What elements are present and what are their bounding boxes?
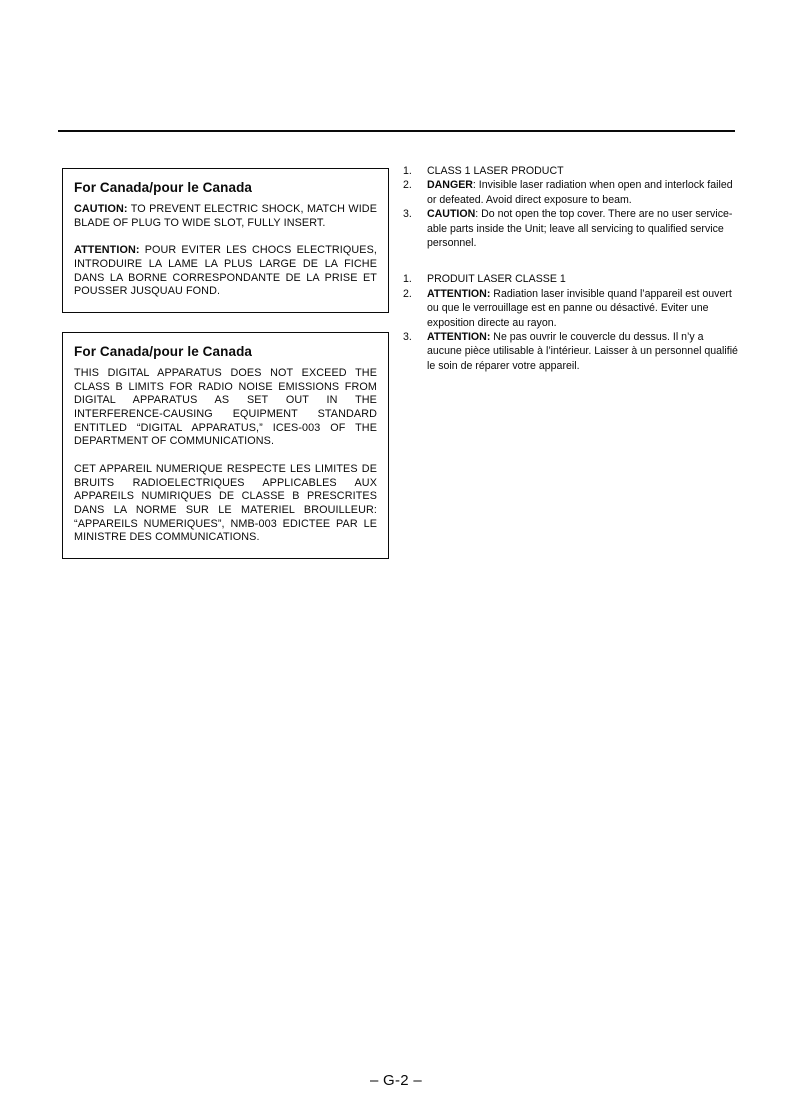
list-item-number: 3. <box>403 331 412 344</box>
list-item <box>403 330 740 373</box>
notice-box-title: For Canada/pour le Canada <box>74 343 253 359</box>
list-item <box>403 178 740 207</box>
list-item-number: 2. <box>403 179 412 192</box>
laser-notice-list-english <box>403 164 740 250</box>
list-item-text: CAUTION: Do not open the top cover. There are no user service-able parts inside the Unit; leave all servicing to qualified service personnel. <box>427 208 733 250</box>
notice-box-title: For Canada/pour le Canada <box>74 180 253 195</box>
digital-apparatus-english-paragraph: THIS DIGITAL APPARATUS DOES NOT EXCEED THE CLASS B LIMITS FOR RADIO NOISE EMISSIONS FROM DIGITAL APPARATUS AS SET OUT IN THE INTERFERENCE-CAUSING EQUIPMENT STANDARD ENTITLED “DIGITAL APPARATUS,” ICES-003 OF THE DEPARTMENT OF COMMUNICATIONS. <box>74 366 377 448</box>
list-item-text: DANGER: Invisible laser radiation when open and interlock failed or defeated. Avoid direct exposure to beam. <box>427 179 733 206</box>
caution-paragraph <box>74 203 377 230</box>
list-item-text: CLASS 1 LASER PRODUCT <box>427 165 564 177</box>
list-item <box>403 164 740 178</box>
digital-apparatus-french-paragraph: CET APPAREIL NUMERIQUE RESPECTE LES LIMITES DE BRUITS RADIOELECTRIQUES APPLICABLES AUX APPAREILS NUMIRIQUES DE CLASSE B PRESCRITES DANS LA NORME SUR LE MATERIEL BROUILLEUR: “APPAREILS NUMERIQUES”, NMB-003 EDICTEE PAR LE MINISTRE DES COMMUNICATIONS. <box>74 462 377 544</box>
canada-electric-shock-notice-box <box>62 168 389 313</box>
caution-lead: CAUTION: <box>74 203 128 215</box>
caution-text: TO PREVENT ELECTRIC SHOCK, MATCH WIDE BLADE OF PLUG TO WIDE SLOT, FULLY INSERT. <box>74 203 377 229</box>
list-item-text: ATTENTION: Radiation laser invisible quand l’appareil est ouvert ou que le verrouillage est en panne ou désactivé. Eviter une exposition directe au rayon. <box>427 287 732 329</box>
list-item-number: 3. <box>403 208 412 221</box>
list-item-number: 1. <box>403 165 412 177</box>
list-item <box>403 207 740 250</box>
list-item <box>403 287 740 330</box>
list-item-text: ATTENTION: Ne pas ouvrir le couvercle du dessus. Il n’y a aucune pièce utilisable à l’intérieur. Laisser à un personnel qualifié le soin de réparer votre appareil. <box>427 331 738 372</box>
attention-paragraph <box>74 244 377 299</box>
left-column <box>62 168 389 559</box>
laser-notice-list-french <box>403 272 740 373</box>
list-item-text: PRODUIT LASER CLASSE 1 <box>427 273 566 286</box>
header-rule <box>58 130 735 132</box>
attention-lead: ATTENTION: <box>74 244 140 257</box>
right-column <box>403 164 740 373</box>
list-item <box>403 272 740 286</box>
list-item-number: 1. <box>403 273 412 286</box>
attention-text: POUR EVITER LES CHOCS ELECTRIQUES, INTRODUIRE LA LAME LA PLUS LARGE DE LA FICHE DANS LA BORNE CORRESPONDANTE DE LA PRISE ET POUSSER JUSQUAU FOND. <box>74 244 377 298</box>
list-item-number: 2. <box>403 287 412 300</box>
page-number: – G-2 – <box>369 1072 423 1089</box>
canada-digital-apparatus-notice-box <box>62 332 389 559</box>
